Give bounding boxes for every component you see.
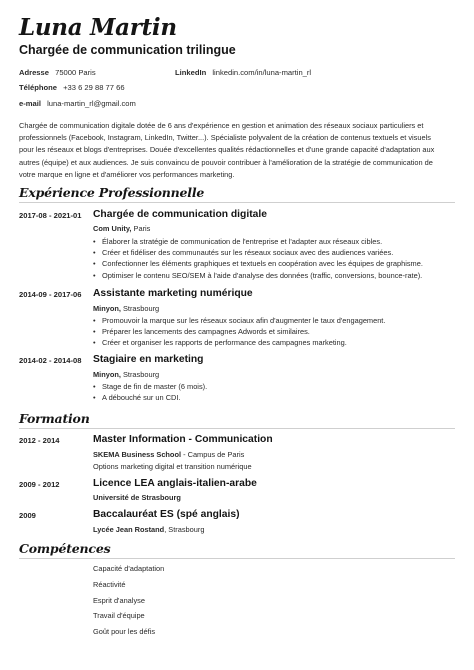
contact-email xyxy=(19,99,136,108)
education-heading: Formation xyxy=(19,411,90,426)
skill-item: Goût pour les défis xyxy=(93,627,156,637)
contact-linkedin xyxy=(175,68,311,77)
experience-bullet: • Optimiser le contenu SEO/SEM à l'aide d'analyse des données (traffic, conversions, bounce-rate). xyxy=(93,270,423,281)
profile-summary: Chargée de communication digitale dotée de 6 ans d'expérience en gestion et animation des réseaux sociaux particuliers et professionnels (Facebook, Instagram, LinkedIn, Twitter...). Spécialiste polyvalent de la création de contenus textuels et visuels pour les réseaux et blogs d'entreprises. Douée d'excellentes qualités rédactionnelles et d'une grande capacité d'adaptation aux autres (équipe) et aux audiences. Je suis convaincu de pouvoir contribuer à l'amélioration de la stratégie de communication de votre marque en ligne et d'améliorer vos performances marketing. xyxy=(19,121,435,179)
experience-title: Chargée de communication digitale xyxy=(93,209,267,220)
education-title: Baccalauréat ES (spé anglais) xyxy=(93,509,240,520)
candidate-name: Luna Martin xyxy=(19,14,177,41)
school-name: Université de Strasbourg xyxy=(93,493,181,502)
experience-company xyxy=(93,304,159,313)
company-name: Minyon, xyxy=(93,304,121,313)
education-divider xyxy=(19,428,455,429)
experience-bullet: • Stage de fin de master (6 mois). xyxy=(93,381,207,392)
experience-bullet: • Créer et fidéliser des communautés sur les réseaux sociaux avec des audiences variées. xyxy=(93,247,423,258)
experience-bullet: • Élaborer la stratégie de communication de l'entreprise et l'adapter aux réseaux cibles. xyxy=(93,236,423,247)
linkedin-link[interactable]: linkedin.com/in/luna-martin_rl xyxy=(212,68,312,77)
address-value: 75000 Paris xyxy=(55,68,96,77)
experience-date: 2017-08 - 2021-01 xyxy=(19,211,82,220)
company-name: Com Unity, xyxy=(93,224,132,233)
experience-company xyxy=(93,370,159,379)
education-date: 2009 xyxy=(19,511,36,520)
company-name: Minyon, xyxy=(93,370,121,379)
education-title: Licence LEA anglais-italien-arabe xyxy=(93,478,257,489)
email-label: e-mail xyxy=(19,99,41,108)
experience-date: 2014-02 - 2014-08 xyxy=(19,356,82,365)
skill-item: Travail d'équipe xyxy=(93,611,145,621)
school-location: - Campus de Paris xyxy=(183,450,245,459)
education-title: Master Information - Communication xyxy=(93,434,273,445)
address-label: Adresse xyxy=(19,68,49,77)
email-link[interactable]: luna-martin_rl@gmail.com xyxy=(47,99,136,108)
company-location: Strasbourg xyxy=(122,304,160,313)
experience-bullet: • Créer et organiser les rapports de performance des campagnes marketing. xyxy=(93,337,385,348)
experience-bullets xyxy=(93,315,385,349)
experience-bullets xyxy=(93,236,423,281)
skill-item: Capacité d'adaptation xyxy=(93,564,165,573)
experience-bullet: • A débouché sur un CDI. xyxy=(93,392,207,403)
phone-label: Téléphone xyxy=(19,83,57,92)
experience-title: Assistante marketing numérique xyxy=(93,288,253,299)
linkedin-label: LinkedIn xyxy=(175,68,207,77)
school-location: , Strasbourg xyxy=(164,525,205,534)
skills-heading: Compétences xyxy=(19,541,111,556)
experience-title: Stagiaire en marketing xyxy=(93,354,204,365)
phone-value: +33 6 29 88 77 66 xyxy=(63,83,125,92)
experience-heading: Expérience Professionnelle xyxy=(19,185,205,200)
contact-phone xyxy=(19,83,125,92)
education-note: Options marketing digital et transition numérique xyxy=(93,462,252,471)
experience-bullet: • Promouvoir la marque sur les réseaux sociaux afin d'augmenter le taux d'engagement. xyxy=(93,315,385,326)
skills-list xyxy=(93,563,164,642)
education-school xyxy=(93,525,204,534)
contact-address xyxy=(19,68,96,77)
education-school xyxy=(93,450,244,459)
education-school xyxy=(93,493,181,502)
experience-bullet: • Confectionner les éléments graphiques et textuels en coopération avec les équipes de graphisme. xyxy=(93,258,423,269)
experience-bullets xyxy=(93,381,207,403)
company-location: Paris xyxy=(133,224,151,233)
experience-company xyxy=(93,224,150,233)
skill-item: Esprit d'analyse xyxy=(93,595,145,605)
experience-bullet: • Préparer les lancements des campagnes Adwords et similaires. xyxy=(93,326,385,337)
candidate-title: Chargée de communication trilingue xyxy=(19,43,236,57)
education-date: 2012 - 2014 xyxy=(19,436,60,445)
school-name: Lycée Jean Rostand xyxy=(93,525,165,534)
experience-divider xyxy=(19,202,455,203)
company-location: Strasbourg xyxy=(122,370,160,379)
school-name: SKEMA Business School xyxy=(93,450,182,459)
education-date: 2009 - 2012 xyxy=(19,480,60,489)
skill-item: Réactivité xyxy=(93,579,126,589)
experience-date: 2014-09 - 2017-06 xyxy=(19,290,82,299)
skills-divider xyxy=(19,558,455,559)
